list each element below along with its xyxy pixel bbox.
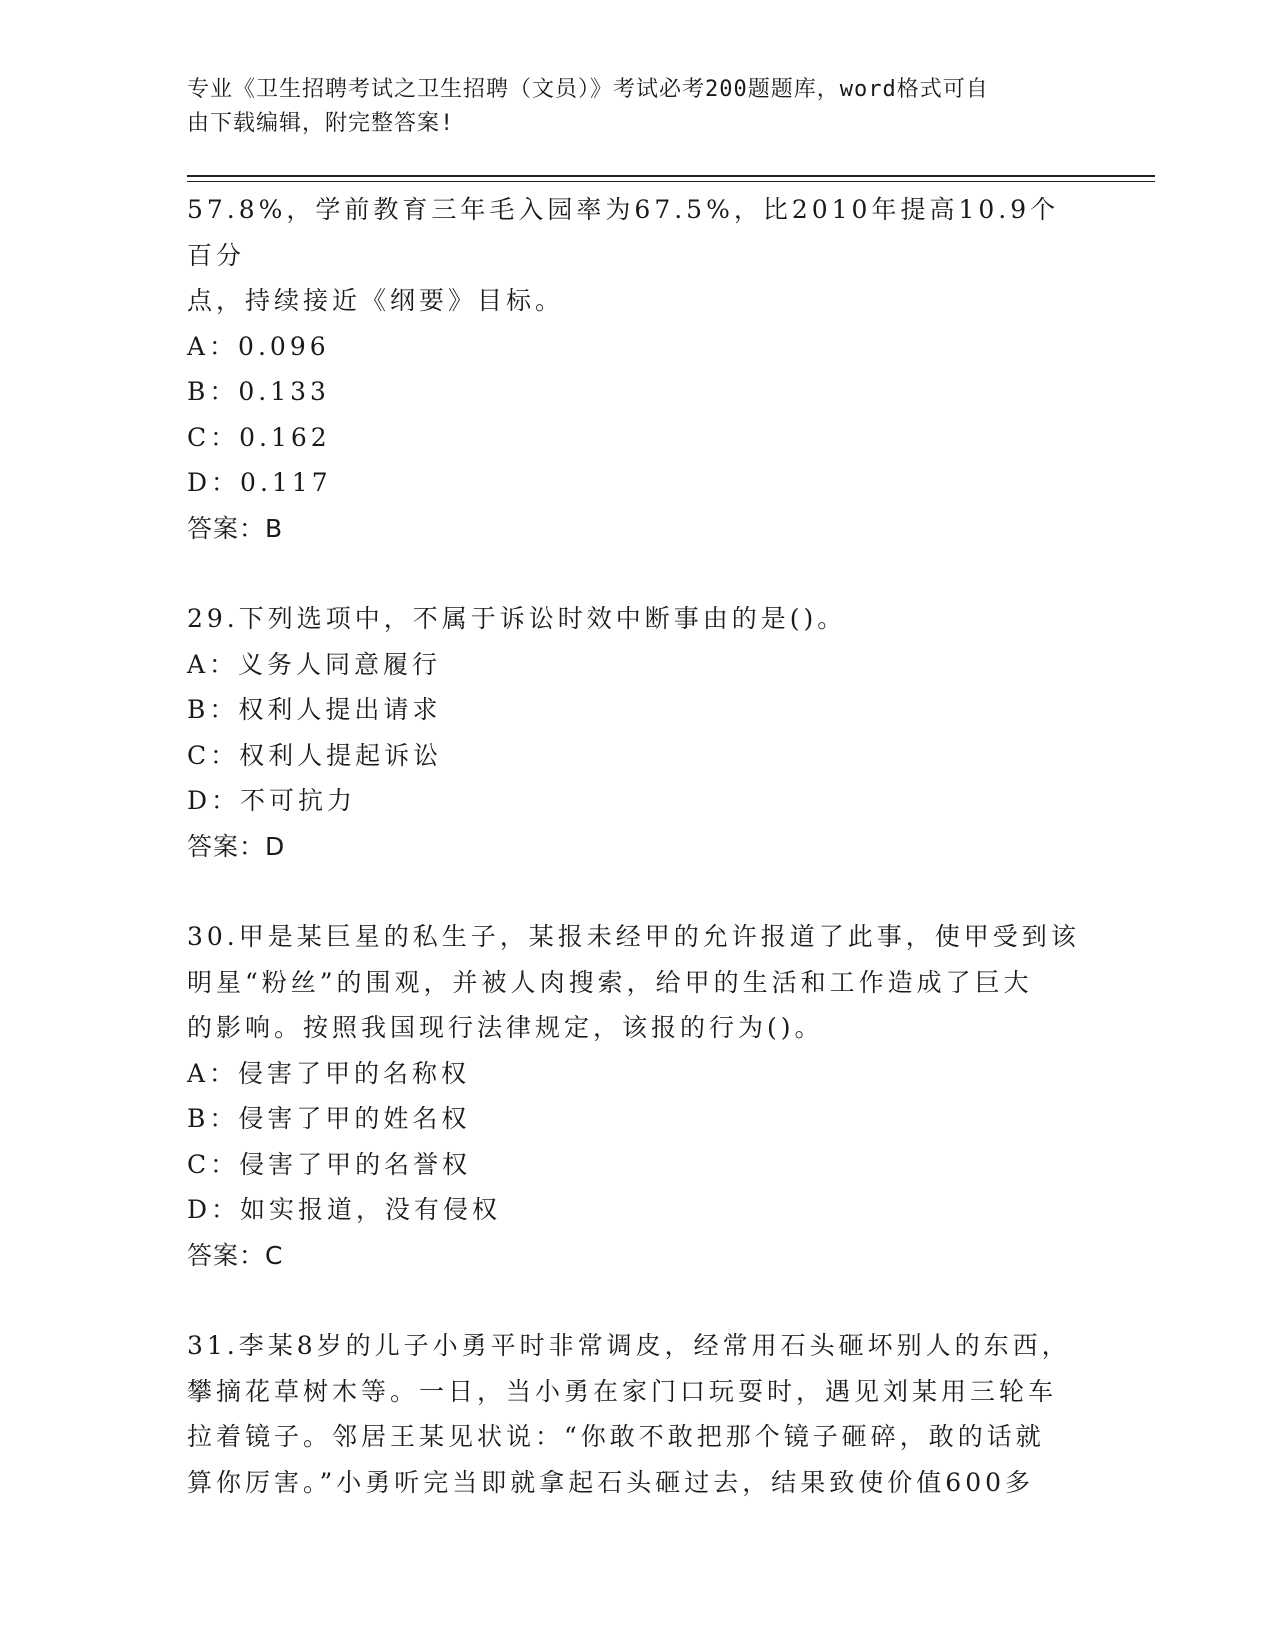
spacer (187, 1278, 1087, 1323)
header-line-1: 专业《卫生招聘考试之卫生招聘（文员）》考试必考200题题库，word格式可自 (187, 77, 989, 102)
question-text-line: 31.李某8岁的儿子小勇平时非常调皮，经常用石头砸坏别人的东西， (187, 1331, 1071, 1360)
question-block-30 (187, 914, 1087, 1278)
option-a: A：侵害了甲的名称权 (187, 1058, 471, 1088)
option-d: D：如实报道，没有侵权 (187, 1195, 502, 1224)
header-divider-thick (187, 175, 1155, 177)
question-list (187, 187, 1087, 1505)
option-c: C：权利人提起诉讼 (187, 740, 443, 770)
question-text-line: 的影响。按照我国现行法律规定，该报的行为()。 (187, 1013, 824, 1042)
question-text-line: 30.甲是某巨星的私生子，某报未经甲的允许报道了此事，使甲受到该 (187, 922, 1080, 951)
option-c: C：0.162 (187, 422, 331, 452)
question-block-31 (187, 1323, 1087, 1505)
option-b: B：侵害了甲的姓名权 (187, 1104, 471, 1133)
option-d: D：0.117 (187, 468, 332, 497)
question-block-prev (187, 187, 1087, 551)
option-a: A：义务人同意履行 (187, 649, 442, 679)
option-b: B：0.133 (187, 377, 330, 406)
option-d: D：不可抗力 (187, 786, 357, 815)
header-divider-thin (187, 181, 1155, 182)
question-text-line: 点，持续接近《纲要》目标。 (187, 286, 565, 315)
answer-line: 答案：B (187, 513, 284, 543)
document-header (187, 73, 1067, 141)
question-text-line: 拉着镜子。邻居王某见状说：“你敢不敢把那个镜子砸碎，敢的话就 (187, 1422, 1045, 1451)
option-c: C：侵害了甲的名誉权 (187, 1149, 472, 1179)
spacer (187, 869, 1087, 914)
question-text-line: 攀摘花草树木等。一日，当小勇在家门口玩耍时，遇见刘某用三轮车 (187, 1376, 1058, 1406)
header-line-2: 由下载编辑，附完整答案! (187, 111, 455, 136)
question-block-29 (187, 596, 1087, 869)
question-text-line: 明星“粉丝”的围观，并被人肉搜索，给甲的生活和工作造成了巨大 (187, 967, 1033, 997)
question-text-line: 29.下列选项中，不属于诉讼时效中断事由的是()。 (187, 604, 847, 633)
answer-line: 答案：D (187, 831, 286, 861)
question-text-line: 57.8%，学前教育三年毛入园率为67.5%，比2010年提高10.9个百分 (187, 195, 1060, 270)
question-text-line: 算你厉害。”小勇听完当即就拿起石头砸过去，结果致使价值600多 (187, 1467, 1035, 1497)
option-b: B：权利人提出请求 (187, 695, 442, 724)
option-a: A：0.096 (187, 331, 330, 361)
spacer (187, 551, 1087, 596)
answer-line: 答案：C (187, 1240, 284, 1270)
